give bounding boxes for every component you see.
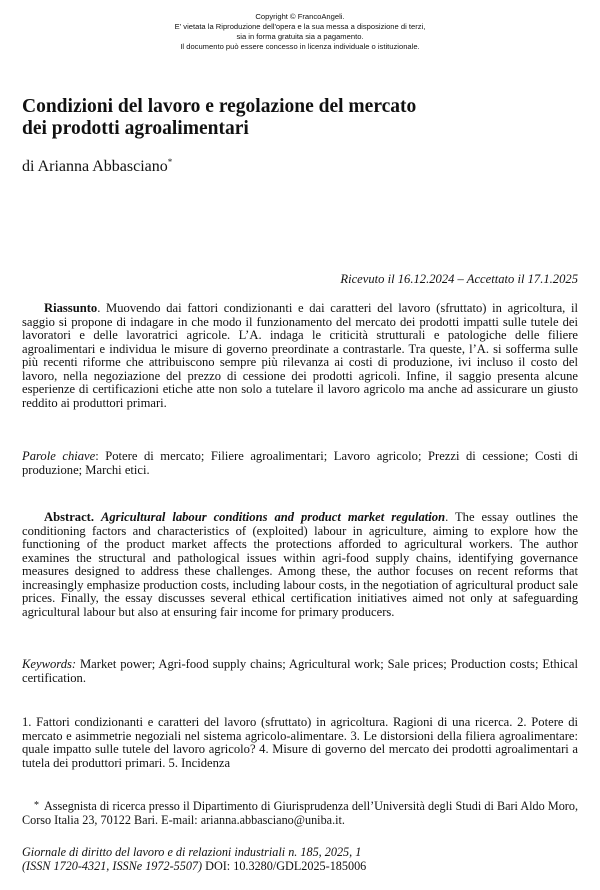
- title-line: Condizioni del lavoro e regolazione del mercato: [22, 96, 417, 117]
- keywords-label: Keywords:: [22, 657, 77, 671]
- author-footnote: [22, 799, 578, 827]
- journal-issn: (ISSN 1720-4321, ISSNe 1972-5507): [22, 859, 203, 873]
- keywords-paragraph: [22, 658, 578, 685]
- copyright-line: sia in forma gratuita sia a pagamento.: [236, 32, 364, 41]
- parole-chiave-paragraph: [22, 450, 578, 477]
- abstract-label: Abstract.: [44, 510, 95, 524]
- abstract-paragraph: [22, 511, 578, 619]
- abstract-title: Agricultural labour conditions and product market regulation: [100, 510, 446, 524]
- author-footnote-marker: *: [167, 157, 173, 167]
- riassunto-label: Riassunto: [44, 301, 98, 315]
- keywords-text: Market power; Agri-food supply chains; Agricultural work; Sale prices; Production costs; Ethical certification.: [22, 657, 578, 685]
- parole-chiave-text: : Potere di mercato; Filiere agroalimentari; Lavoro agricolo; Prezzi di cessione; Costi di produzione; Marchi etici.: [22, 449, 578, 477]
- abstract-text: . The essay outlines the conditioning factors and characteristics of (exploited) labour in agriculture, aiming to explore how the functioning of the product market affects the protections afforded to agricultural workers. The author examines the structural and pathological issues within agri-food supply chains, identifying governance measures designed to address these challenges. Among these, the author focuses on recent reforms that increasingly emphasize production costs, including labour costs, in the negotiation of agricultural product sale prices. Finally, the essay discusses several ethical certification initiatives aimed not only at safeguarding agricultural labour but also at ensuring fair income for primary producers.: [22, 510, 578, 619]
- copyright-notice: [0, 12, 600, 52]
- article-title: [22, 96, 562, 140]
- copyright-line: Copyright © FrancoAngeli.: [255, 12, 345, 21]
- riassunto-text: . Muovendo dai fattori condizionanti e dai caratteri del lavoro (sfruttato) in agricoltura, il saggio si propone di indagare in che modo il funzionamento del mercato dei prodotti impatti sulle tutele dei lavoratori e delle lavoratrici agricole. L’A. indaga le criticità strutturali e patologiche delle filiere agroalimentari e individua le misure di governo preordinate a contrastarle. Tra queste, l’A. si sofferma sulle più recenti riforme che attribuiscono sempre più rilevanza ai costi di produzione, ivi incluso il costo del lavoro, nella negoziazione del prezzo di cessione dei prodotti agricoli. Infine, il saggio presenta alcune esperienze di certificazioni etiche atte non solo a tutelare il lavoro agricolo ma anche ad assicurare un giusto reddito ai produttori primari.: [22, 301, 578, 410]
- copyright-line: E' vietata la Riproduzione dell'opera e la sua messa a disposizione di terzi,: [174, 22, 426, 31]
- footnote-text: Assegnista di ricerca presso il Dipartimento di Giurisprudenza dell’Università degli Studi di Bari Aldo Moro, Corso Italia 23, 70122 Bari. E-mail: arianna.abbasciano@uniba.it.: [22, 799, 578, 827]
- journal-name: Giornale di diritto del lavoro e di relazioni industriali n. 185, 2025, 1: [22, 845, 362, 859]
- author-byline: [22, 152, 172, 177]
- footnote-marker: *: [34, 800, 39, 811]
- copyright-line: Il documento può essere concesso in licenza individuale o istituzionale.: [180, 42, 420, 51]
- author-name: di Arianna Abbasciano: [22, 158, 168, 175]
- title-line: dei prodotti agroalimentari: [22, 118, 249, 139]
- table-of-contents: 1. Fattori condizionanti e caratteri del lavoro (sfruttato) in agricoltura. Ragioni di una ricerca. 2. Potere di mercato e asimmetrie negoziali nel sistema agricolo-alimentare. 3. Le distorsioni della filiera agroalimentare: quale impatto sulle tutele del lavoro agricolo? 4. Misure di governo del mercato dei prodotti agroalimentari a tutela dei produttori primari. 5. Incidenza: [22, 715, 578, 770]
- received-accepted-dates: Ricevuto il 16.12.2024 – Accettato il 17.1.2025: [340, 272, 578, 286]
- riassunto-paragraph: [22, 302, 578, 410]
- journal-doi: DOI: 10.3280/GDL2025-185006: [202, 859, 367, 873]
- parole-chiave-label: Parole chiave: [22, 449, 96, 463]
- journal-citation: [22, 845, 578, 873]
